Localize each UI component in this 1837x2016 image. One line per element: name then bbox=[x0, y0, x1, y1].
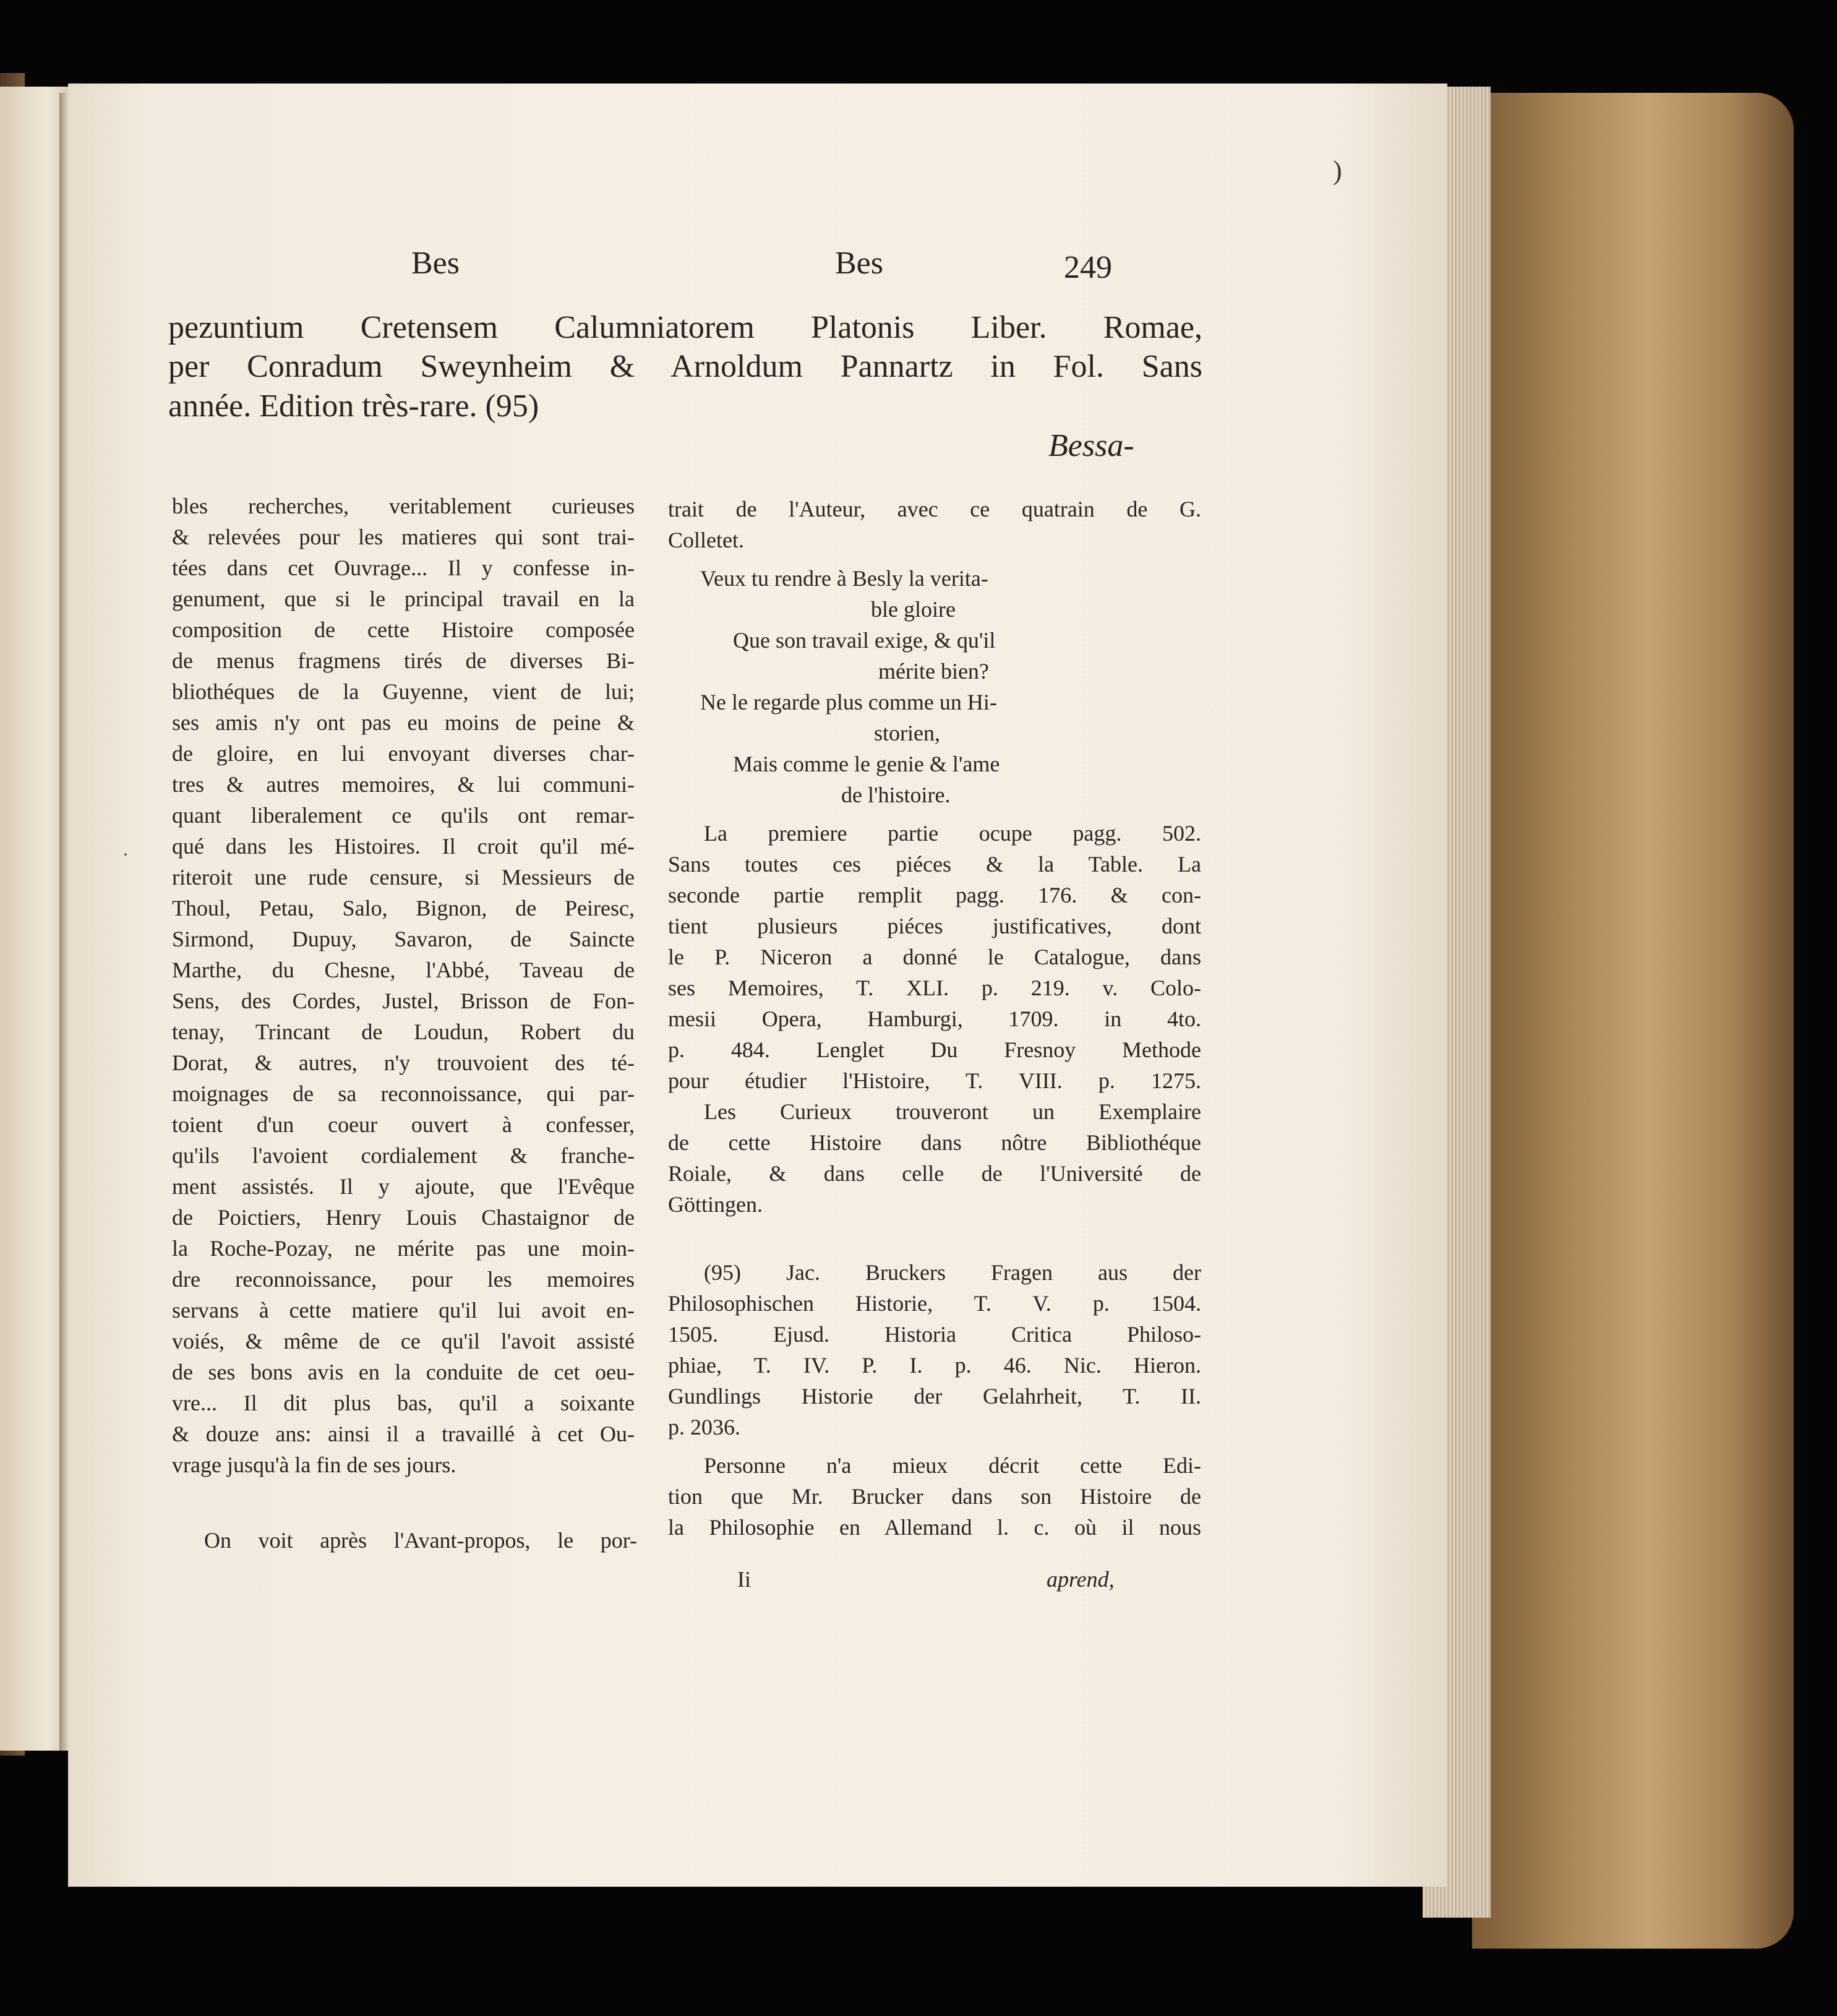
text-line: Thoul, Petau, Salo, Bignon, de Peiresc, bbox=[172, 896, 635, 920]
text-line: Göttingen. bbox=[668, 1192, 763, 1217]
text-line: ses amis n'y ont pas eu moins de peine & bbox=[172, 710, 635, 735]
text-line: riteroit une rude censure, si Messieurs de bbox=[172, 865, 635, 890]
note-line: Gundlings Historie der Gelahrheit, T. II. bbox=[668, 1384, 1201, 1409]
text-line: moignages de sa reconnoissance, qui par- bbox=[172, 1081, 635, 1106]
text-line: Sirmond, Dupuy, Savaron, de Saincte bbox=[172, 927, 635, 951]
leather-binding bbox=[1472, 93, 1794, 1949]
page-number: 249 bbox=[1064, 250, 1112, 285]
text-line: La premiere partie ocupe pagg. 502. bbox=[704, 821, 1201, 846]
text-line: Colletet. bbox=[668, 528, 744, 552]
text-line: qué dans les Histoires. Il croit qu'il mé- bbox=[172, 834, 635, 859]
note-line: phiae, T. IV. P. I. p. 46. Nic. Hieron. bbox=[668, 1353, 1201, 1378]
text-line: tion que Mr. Brucker dans son Histoire de bbox=[668, 1484, 1201, 1509]
text-line: dre reconnoissance, pour les memoires bbox=[172, 1267, 635, 1292]
text-line: vrage jusqu'à la fin de ses jours. bbox=[172, 1452, 456, 1477]
verse-line: de l'histoire. bbox=[841, 783, 951, 807]
text-line: Sans toutes ces piéces & la Table. La bbox=[668, 852, 1201, 877]
verse-line: storien, bbox=[874, 721, 940, 745]
catchword-footer: aprend, bbox=[1047, 1567, 1115, 1592]
book-page bbox=[68, 84, 1447, 1887]
text-line: Marthe, du Chesne, l'Abbé, Taveau de bbox=[172, 958, 635, 982]
text-line: bles recherches, veritablement curieuses bbox=[172, 494, 635, 518]
text-line: Dorat, & autres, n'y trouvoient des té- bbox=[172, 1050, 635, 1075]
text-line: de cette Histoire dans nôtre Bibliothéque bbox=[668, 1130, 1201, 1155]
ink-mark: ) bbox=[1333, 155, 1342, 186]
running-head-left: Bes bbox=[411, 246, 460, 281]
text-line: seconde partie remplit pagg. 176. & con- bbox=[668, 883, 1201, 907]
text-line: & relevées pour les matieres qui sont trai- bbox=[172, 525, 635, 549]
verse-line: Mais comme le genie & l'ame bbox=[733, 752, 1000, 776]
text-line: tient plusieurs piéces justificatives, dont bbox=[668, 914, 1201, 938]
entry-line: per Conradum Sweynheim & Arnoldum Pannartz in Fol. Sans bbox=[168, 349, 1202, 384]
text-line: & douze ans: ainsi il a travaillé à cet Ou- bbox=[172, 1422, 635, 1446]
text-line: servans à cette matiere qu'il lui avoit en- bbox=[172, 1298, 635, 1323]
text-line: de ses bons avis en la conduite de cet oeu- bbox=[172, 1360, 635, 1384]
text-line: composition de cette Histoire composée bbox=[172, 617, 635, 642]
text-line: la Roche-Pozay, ne mérite pas une moin- bbox=[172, 1236, 635, 1261]
note-line: p. 2036. bbox=[668, 1415, 740, 1439]
text-line: ment assistés. Il y ajoute, que l'Evêque bbox=[172, 1174, 635, 1199]
margin-dot: · bbox=[122, 844, 129, 865]
verse-line: Veux tu rendre à Besly la verita- bbox=[700, 566, 988, 591]
text-line: pour étudier l'Histoire, T. VIII. p. 1275. bbox=[668, 1068, 1201, 1093]
note-line: (95) Jac. Bruckers Fragen aus der bbox=[704, 1260, 1201, 1285]
text-line: Roiale, & dans celle de l'Université de bbox=[668, 1161, 1201, 1186]
text-line: Personne n'a mieux décrit cette Edi- bbox=[704, 1453, 1201, 1478]
verse-line: ble gloire bbox=[871, 597, 956, 622]
catchword-heading: Bessa- bbox=[1048, 428, 1134, 463]
text-line: Les Curieux trouveront un Exemplaire bbox=[704, 1099, 1201, 1124]
text-line: de Poictiers, Henry Louis Chastaignor de bbox=[172, 1205, 635, 1230]
text-line: voiés, & même de ce qu'il l'avoit assisté bbox=[172, 1329, 635, 1353]
text-line: tées dans cet Ouvrage... Il y confesse in- bbox=[172, 555, 635, 580]
verse-line: Que son travail exige, & qu'il bbox=[733, 628, 996, 653]
running-head-center: Bes bbox=[835, 246, 883, 281]
previous-page-edge bbox=[0, 87, 68, 1751]
note-line: Philosophischen Historie, T. V. p. 1504. bbox=[668, 1291, 1201, 1316]
text-line: tres & autres memoires, & lui communi- bbox=[172, 772, 635, 797]
text-line: de gloire, en lui envoyant diverses char- bbox=[172, 741, 635, 766]
text-line: mesii Opera, Hamburgi, 1709. in 4to. bbox=[668, 1006, 1201, 1031]
verse-line: Ne le regarde plus comme un Hi- bbox=[700, 690, 997, 714]
text-line: quant liberalement ce qu'ils ont remar- bbox=[172, 803, 635, 828]
entry-line: année. Edition très-rare. (95) bbox=[168, 388, 539, 424]
text-line: Sens, des Cordes, Justel, Brisson de Fon- bbox=[172, 989, 635, 1013]
text-line: trait de l'Auteur, avec ce quatrain de G. bbox=[668, 497, 1201, 521]
text-line: toient d'un coeur ouvert à confesser, bbox=[172, 1112, 635, 1137]
left-column-final-line: On voit après l'Avant-propos, le por- bbox=[204, 1528, 637, 1553]
entry-line: pezuntium Cretensem Calumniatorem Platonis Liber. Romae, bbox=[168, 310, 1202, 345]
signature-mark: Ii bbox=[737, 1567, 751, 1592]
text-line: le P. Niceron a donné le Catalogue, dans bbox=[668, 945, 1201, 969]
text-line: p. 484. Lenglet Du Fresnoy Methode bbox=[668, 1037, 1201, 1062]
text-line: genument, que si le principal travail en la bbox=[172, 586, 635, 611]
text-line: de menus fragmens tirés de diverses Bi- bbox=[172, 648, 635, 673]
text-line: la Philosophie en Allemand l. c. où il nous bbox=[668, 1515, 1201, 1540]
note-line: 1505. Ejusd. Historia Critica Philoso- bbox=[668, 1322, 1201, 1347]
text-line: bliothéques de la Guyenne, vient de lui; bbox=[172, 679, 635, 704]
text-line: tenay, Trincant de Loudun, Robert du bbox=[172, 1019, 635, 1044]
text-line: vre... Il dit plus bas, qu'il a soixante bbox=[172, 1391, 635, 1415]
verse-line: mérite bien? bbox=[878, 659, 989, 684]
text-line: qu'ils l'avoient cordialement & franche- bbox=[172, 1143, 635, 1168]
text-line: ses Memoires, T. XLI. p. 219. v. Colo- bbox=[668, 976, 1201, 1000]
